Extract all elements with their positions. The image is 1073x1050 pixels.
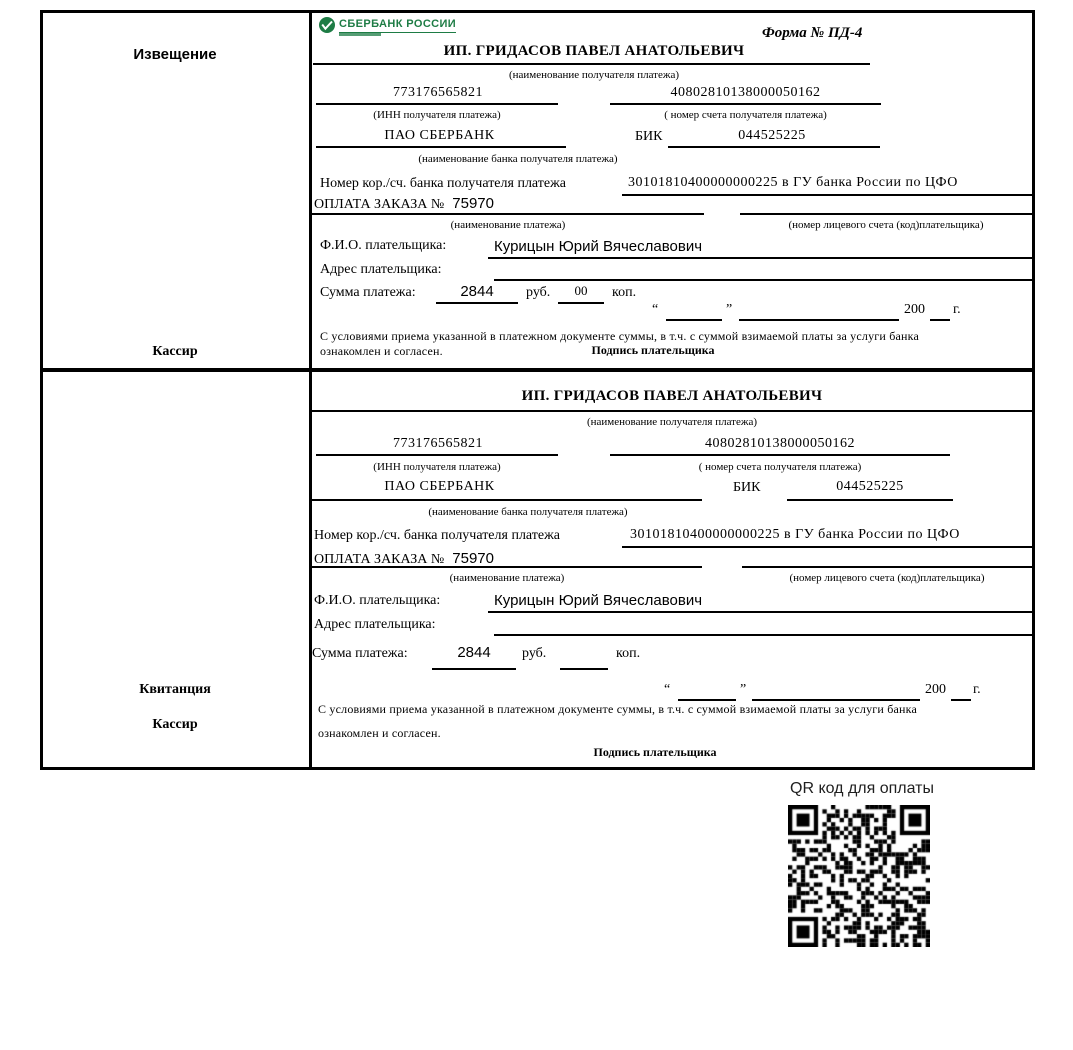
- kop-label: коп.: [612, 285, 637, 300]
- bik-label: БИК: [635, 129, 663, 144]
- order-number: 75970: [452, 195, 494, 212]
- bik-line: [787, 499, 953, 501]
- corr-account-value: 30101810400000000225 в ГУ банка России по ЦФО: [630, 527, 960, 542]
- bik-label: БИК: [733, 480, 761, 495]
- rub-label: руб.: [526, 285, 551, 300]
- payer-name-label: Ф.И.О. плательщика:: [314, 593, 441, 608]
- payer-address-line: [494, 634, 1035, 636]
- purpose-line: [312, 213, 704, 215]
- corr-account-label: Номер кор./сч. банка получателя платежа: [320, 176, 566, 191]
- personal-account-caption: (номер лицевого счета (код)плательщика): [789, 572, 985, 584]
- payee-name: ИП. ГРИДАСОВ ПАВЕЛ АНАТОЛЬЕВИЧ: [443, 43, 745, 59]
- bik-value: 044525225: [836, 479, 904, 494]
- corr-account-label: Номер кор./сч. банка получателя платежа: [314, 528, 560, 543]
- form-number: Форма № ПД-4: [762, 25, 863, 41]
- section-label: Извещение: [133, 46, 217, 63]
- cashier-label: Кассир: [152, 344, 198, 359]
- date-day-line: [678, 699, 736, 701]
- payer-name-label: Ф.И.О. плательщика:: [320, 238, 447, 253]
- terms-line1: С условиями приема указанной в платежном документе суммы, в т.ч. с суммой взимаемой платы за услуги банка: [320, 329, 920, 343]
- payer-address-label: Адрес плательщика:: [320, 262, 442, 277]
- bank-caption: (наименование банка получателя платежа): [418, 153, 618, 165]
- year-line: [951, 699, 971, 701]
- inn-line: [316, 103, 558, 105]
- terms-line2: ознакомлен и согласен.: [320, 344, 443, 358]
- bik-value: 044525225: [738, 128, 806, 143]
- date-day-line: [666, 319, 722, 321]
- purpose-caption: (наименование платежа): [449, 572, 565, 584]
- amount-rub-value: 2844: [457, 644, 491, 661]
- purpose-line: [312, 566, 702, 568]
- corr-account-value: 30101810400000000225 в ГУ банка России по ЦФО: [628, 175, 958, 190]
- inn-caption: (ИНН получателя платежа): [373, 461, 501, 473]
- inn-value: 773176565821: [393, 85, 483, 100]
- account-value: 40802810138000050162: [705, 436, 855, 451]
- purpose-label: ОПЛАТА ЗАКАЗА №: [314, 197, 445, 212]
- purpose-label: ОПЛАТА ЗАКАЗА №: [314, 552, 445, 567]
- bank-name: ПАО СБЕРБАНК: [384, 128, 495, 143]
- payee-name-caption: (наименование получателя платежа): [508, 69, 680, 81]
- amount-label: Сумма платежа:: [320, 285, 416, 300]
- sberbank-logo-text: СБЕРБАНК РОССИИ: [339, 18, 456, 33]
- sberbank-logo-icon: [319, 17, 335, 38]
- year-prefix: 200: [925, 682, 946, 697]
- payee-name-caption: (наименование получателя платежа): [586, 416, 758, 428]
- sberbank-logo-tagline: [339, 33, 381, 36]
- payment-purpose: [314, 195, 494, 213]
- inn-caption: (ИНН получателя платежа): [373, 109, 501, 121]
- date-month-line: [739, 319, 899, 321]
- corr-account-line: [622, 194, 1032, 196]
- inn-line: [316, 454, 558, 456]
- personal-account-line: [742, 566, 1032, 568]
- date-quote-close: ”: [740, 682, 747, 697]
- account-caption: ( номер счета получателя платежа): [664, 109, 827, 121]
- payee-name-line: [312, 410, 1033, 412]
- payer-address-label: Адрес плательщика:: [314, 617, 436, 632]
- account-line: [610, 103, 881, 105]
- account-value: 40802810138000050162: [670, 85, 821, 100]
- rub-label: руб.: [522, 646, 547, 661]
- amount-rub-line: [436, 302, 518, 304]
- payer-name-line: [488, 611, 1035, 613]
- amount-rub-value: 2844: [460, 283, 494, 300]
- payee-name: ИП. ГРИДАСОВ ПАВЕЛ АНАТОЛЬЕВИЧ: [521, 388, 823, 404]
- date-quote-close: ”: [726, 302, 733, 317]
- payer-address-line: [494, 279, 1032, 281]
- section-divider: [40, 368, 1035, 372]
- personal-account-caption: (номер лицевого счета (код)плательщика): [788, 219, 984, 231]
- account-caption: ( номер счета получателя платежа): [698, 461, 862, 473]
- date-quote-open: “: [664, 682, 671, 697]
- qr-caption: QR код для оплаты: [790, 780, 935, 797]
- payer-name-value: Курицын Юрий Вячеславович: [494, 592, 703, 609]
- bank-line: [316, 146, 566, 148]
- year-suffix: г.: [973, 682, 981, 697]
- terms-line2: ознакомлен и согласен.: [318, 726, 441, 740]
- bank-name: ПАО СБЕРБАНК: [384, 479, 495, 494]
- purpose-caption: (наименование платежа): [450, 219, 566, 231]
- bank-caption: (наименование банка получателя платежа): [428, 506, 628, 518]
- amount-kop-line: [558, 302, 604, 304]
- amount-kop-line: [560, 668, 608, 670]
- amount-label: Сумма платежа:: [312, 646, 408, 661]
- amount-rub-line: [432, 668, 516, 670]
- account-line: [610, 454, 950, 456]
- terms-line1: С условиями приема указанной в платежном документе суммы, в т.ч. с суммой взимаемой платы за услуги банка: [318, 702, 918, 716]
- corr-account-line: [622, 546, 1032, 548]
- inn-value: 773176565821: [393, 436, 483, 451]
- qr-code: [788, 805, 930, 947]
- year-prefix: 200: [904, 302, 925, 317]
- signature-label: Подпись плательщика: [593, 745, 717, 759]
- date-month-line: [752, 699, 920, 701]
- order-number: 75970: [452, 550, 494, 567]
- cashier-label: Кассир: [152, 717, 198, 732]
- kop-label: коп.: [616, 646, 641, 661]
- year-suffix: г.: [953, 302, 961, 317]
- payer-name-line: [488, 257, 1032, 259]
- bank-line: [312, 499, 702, 501]
- payer-name-value: Курицын Юрий Вячеславович: [494, 238, 703, 255]
- section-label: Квитанция: [139, 682, 211, 697]
- payee-name-line: [313, 63, 870, 65]
- signature-label: Подпись плательщика: [591, 343, 715, 357]
- year-line: [930, 319, 950, 321]
- bik-line: [668, 146, 880, 148]
- personal-account-line: [740, 213, 1032, 215]
- amount-kop-value: 00: [574, 283, 588, 298]
- date-quote-open: “: [652, 302, 659, 317]
